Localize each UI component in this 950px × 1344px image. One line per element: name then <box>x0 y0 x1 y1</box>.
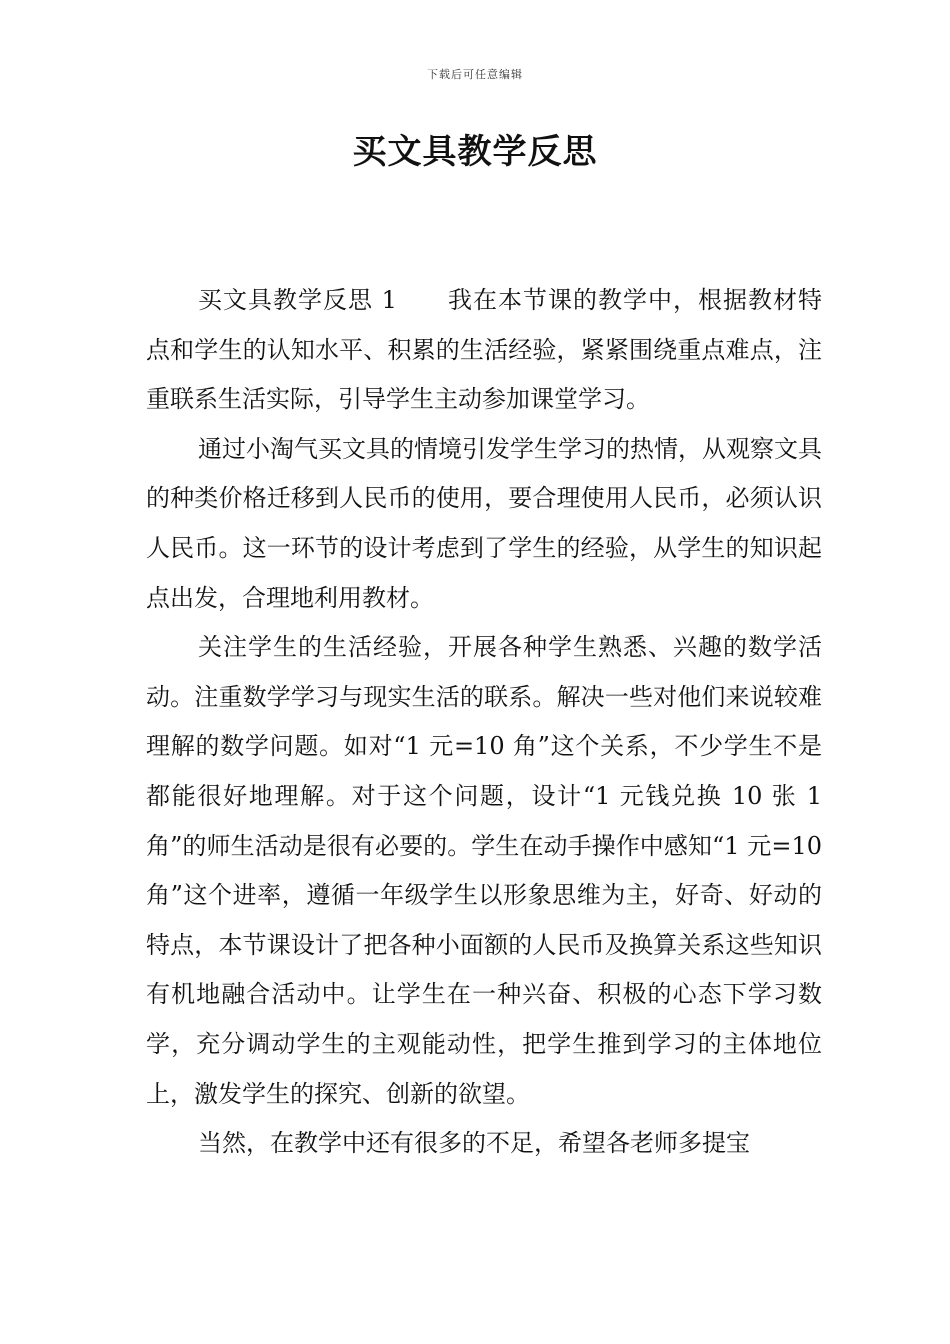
paragraph-2: 通过小淘气买文具的情境引发学生学习的热情，从观察文具的种类价格迁移到人民币的使用，要合理使用人民币，必须认识人民币。这一环节的设计考虑到了学生的经验，从学生的知识起点出发，合理地利用教材。 <box>146 434 822 612</box>
paragraph-4: 当然，在教学中还有很多的不足，希望各老师多提宝 <box>198 1129 750 1158</box>
section-label: 买文具教学反思 1 <box>198 286 397 314</box>
paragraph-1 <box>146 276 822 425</box>
document-title: 买文具教学反思 <box>352 132 598 172</box>
paragraph-1-text: 我在本节课的教学中，根据教材特点和学生的认知水平、积累的生活经验，紧紧围绕重点难点，注重联系生活实际，引导学生主动参加课堂学习。 <box>146 286 822 414</box>
download-note: 下载后可任意编辑 <box>427 68 523 81</box>
document-body <box>146 276 822 1169</box>
paragraph-3: 关注学生的生活经验，开展各种学生熟悉、兴趣的数学活动。注重数学学习与现实生活的联系。解决一些对他们来说较难理解的数学问题。如对“1 元=10 角”这个关系，不少学生不是都能很好地理解。对于这个问题，设计“1 元钱兑换 10 张 1 角”的师生活动是很有必要的。学生在动手操作中感知“1 元=10 角”这个进率，遵循一年级学生以形象思维为主，好奇、好动的特点，本节课设计了把各种小面额的人民币及换算关系这些知识有机地融合活动中。让学生在一种兴奋、积极的心态下学习数学，充分调动学生的主观能动性，把学生推到学习的主体地位上，激发学生的探究、创新的欲望。 <box>146 633 822 1108</box>
